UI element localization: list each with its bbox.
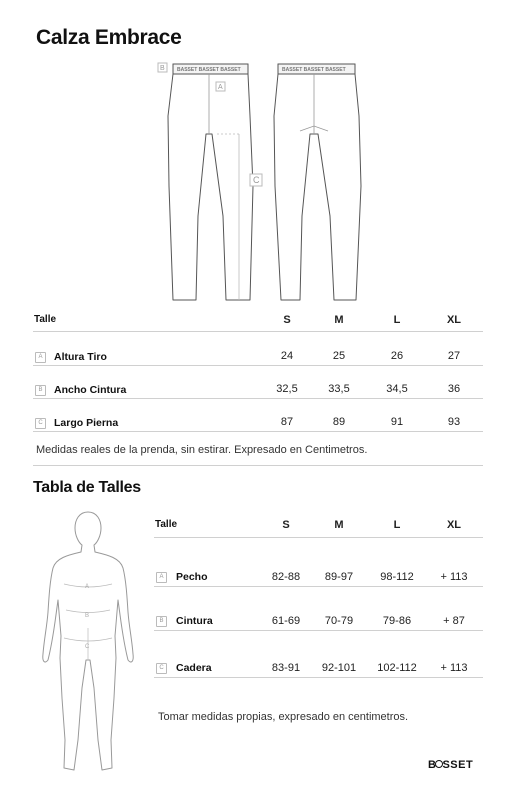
body-figure-illustration bbox=[28, 508, 148, 780]
table2-cell: + 87 bbox=[443, 615, 465, 627]
table1-cell: 34,5 bbox=[386, 383, 408, 395]
table1-cell: 93 bbox=[447, 416, 461, 428]
table1-header-xl: XL bbox=[446, 314, 462, 326]
table1-cell: 27 bbox=[447, 350, 461, 362]
body-marker-b: B bbox=[85, 613, 90, 619]
table2-header-xl: XL bbox=[446, 519, 462, 531]
waistband-logo-back: BASSET BASSET BASSET bbox=[282, 67, 346, 73]
table1-cell: 91 bbox=[390, 416, 404, 428]
table1-note: Medidas reales de la prenda, sin estirar. Expresado en Centimetros. bbox=[36, 444, 368, 456]
table1-row-label: Largo Pierna bbox=[54, 417, 119, 429]
table2-cell: 61-69 bbox=[271, 615, 301, 627]
table1-header-m: M bbox=[334, 314, 344, 326]
table2-cell: 82-88 bbox=[271, 571, 301, 583]
table2-cell: 98-112 bbox=[380, 571, 414, 583]
table1-cell: 87 bbox=[280, 416, 294, 428]
table1-row-label: Altura Tiro bbox=[54, 351, 107, 363]
table1-header-talle: Talle bbox=[34, 314, 57, 325]
table1-cell: 33,5 bbox=[328, 383, 350, 395]
table1-cell: 36 bbox=[447, 383, 461, 395]
table2-cell: 102-112 bbox=[377, 662, 417, 674]
table2-cell: + 113 bbox=[440, 571, 468, 583]
table2-header-talle: Talle bbox=[155, 519, 178, 530]
body-marker-c: C bbox=[85, 644, 90, 650]
table2-header-l: L bbox=[393, 519, 401, 531]
table1-row-badge: C bbox=[35, 418, 46, 429]
table2-row-badge: C bbox=[156, 663, 167, 674]
table1-row-badge: B bbox=[35, 385, 46, 396]
table2-cell: 79-86 bbox=[382, 615, 412, 627]
table2-row-divider bbox=[154, 677, 483, 678]
table2-cell: 83-91 bbox=[271, 662, 301, 674]
marker-b: B bbox=[160, 65, 165, 72]
table2-cell: 70-79 bbox=[324, 615, 354, 627]
table1-row-badge: A bbox=[35, 352, 46, 363]
table1-row-label: Ancho Cintura bbox=[54, 384, 127, 396]
table1-divider bbox=[33, 331, 483, 332]
table2-header-m: M bbox=[334, 519, 344, 531]
table2-row-label: Cintura bbox=[176, 615, 213, 627]
size-chart-title: Tabla de Talles bbox=[33, 479, 141, 496]
leggings-illustration bbox=[150, 56, 375, 306]
table1-cell: 26 bbox=[390, 350, 404, 362]
table2-row-badge: B bbox=[156, 616, 167, 627]
table1-cell: 24 bbox=[280, 350, 294, 362]
table1-cell: 89 bbox=[332, 416, 346, 428]
table2-row-divider bbox=[154, 630, 483, 631]
body-marker-a: A bbox=[85, 584, 90, 590]
table2-row-divider bbox=[154, 586, 483, 587]
table2-note: Tomar medidas propias, expresado en centimetros. bbox=[158, 711, 409, 723]
table2-header-s: S bbox=[282, 519, 290, 531]
table1-header-l: L bbox=[393, 314, 401, 326]
table2-row-label: Cadera bbox=[176, 662, 212, 674]
waistband-logo-front: BASSET BASSET BASSET bbox=[177, 67, 241, 73]
table2-cell: + 113 bbox=[440, 662, 468, 674]
section-divider bbox=[33, 465, 483, 466]
marker-c: C bbox=[253, 175, 260, 185]
table1-cell: 32,5 bbox=[276, 383, 298, 395]
table2-row-badge: A bbox=[156, 572, 167, 583]
page-title: Calza Embrace bbox=[36, 26, 182, 49]
table2-divider bbox=[154, 537, 483, 538]
table1-header-s: S bbox=[283, 314, 291, 326]
brand-logo: B SSET bbox=[428, 759, 474, 771]
marker-a: A bbox=[218, 84, 223, 91]
table1-row-divider bbox=[33, 398, 483, 399]
table1-row-divider bbox=[33, 431, 483, 432]
table2-row-label: Pecho bbox=[176, 571, 208, 583]
table2-cell: 92-101 bbox=[321, 662, 357, 674]
table1-cell: 25 bbox=[332, 350, 346, 362]
table1-row-divider bbox=[33, 365, 483, 366]
table2-cell: 89-97 bbox=[324, 571, 354, 583]
